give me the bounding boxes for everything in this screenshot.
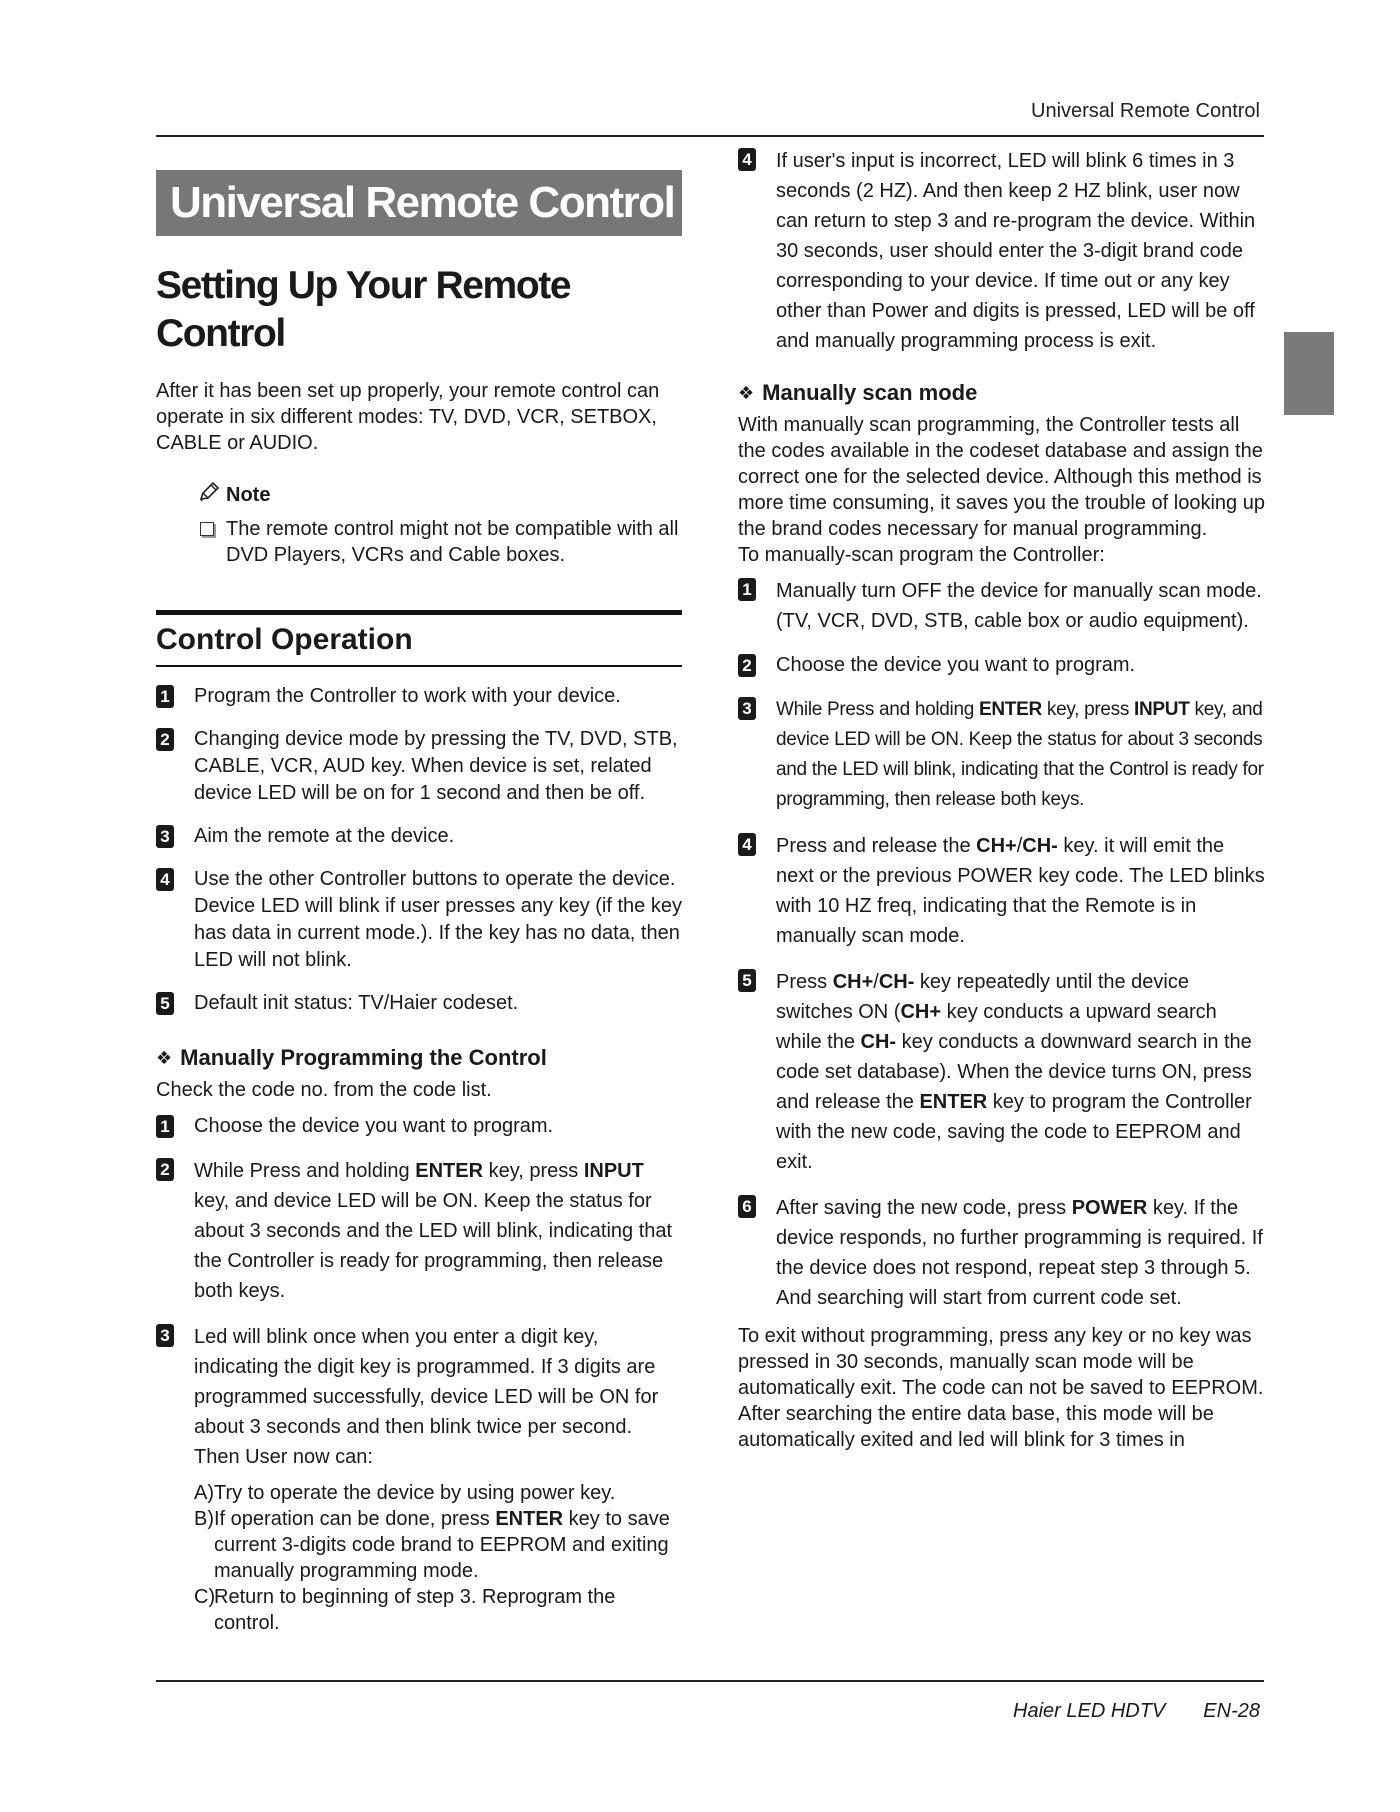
- left-column: [156, 160, 682, 1636]
- page-heading: Setting Up Your Remote Control: [156, 264, 571, 355]
- step-number-badge: 3: [156, 1324, 174, 1347]
- step-number-badge: 4: [738, 148, 756, 171]
- step-text: Use the other Controller buttons to operate the device. Device LED will blink if user presses any key (if the key has data in current mode.). If the key has no data, then LED will not blink.: [194, 868, 682, 971]
- step-text: Press CH+/CH- key repeatedly until the device switches ON (CH+ key conducts a upward search while the CH- key conducts a downward search in the code set database). When the device turns ON, press and release the ENTER key to program the Controller with the new code, saving the code to EEPROM and exit.: [776, 971, 1252, 1173]
- step-text: Choose the device you want to program.: [194, 1115, 554, 1137]
- manual-programming-intro: Check the code no. from the code list.: [156, 1079, 492, 1101]
- manual-scan-heading: [738, 380, 1266, 406]
- exit-paragraph-2: After searching the entire data base, this mode will be automatically exited and led will blink for 3 times in: [738, 1403, 1214, 1451]
- step-number-badge: 2: [738, 654, 756, 677]
- note-block: [198, 482, 682, 568]
- list-item: [156, 726, 682, 807]
- diamond-bullet-icon: ❖: [738, 382, 755, 403]
- running-header: Universal Remote Control: [1031, 100, 1260, 122]
- manual-programming-heading: [156, 1045, 682, 1071]
- step-text: If user's input is incorrect, LED will blink 6 times in 3 seconds (2 HZ). And then keep 2 HZ blink, user now can return to step 3 and re-program the device. Within 30 seconds, user should enter the 3-digit brand code corresponding to your device. If time out or any key other than Power and digits is pressed, LED will be off and manually programming process is exit.: [776, 150, 1256, 352]
- control-operation-list: [156, 683, 682, 1017]
- list-item: [156, 683, 682, 710]
- step-text: Manually turn OFF the device for manually scan mode. (TV, VCR, DVD, STB, cable box or audio equipment).: [776, 580, 1262, 632]
- section-title: Control Operation: [156, 623, 413, 656]
- option-item: B) If operation can be done, press ENTER key to save current 3-digits code brand to EEPROM and exiting manually programming mode.: [194, 1508, 670, 1582]
- step-number-badge: 3: [156, 825, 174, 848]
- list-item: [738, 146, 1266, 356]
- list-item: [156, 866, 682, 974]
- step-number-badge: 1: [156, 685, 174, 708]
- list-item: [156, 990, 682, 1017]
- note-item-text: The remote control might not be compatible with all DVD Players, VCRs and Cable boxes.: [226, 518, 679, 566]
- right-column: [738, 146, 1266, 1453]
- list-item: [738, 1193, 1266, 1313]
- pencil-icon: [198, 482, 220, 508]
- control-operation-section-header: [156, 610, 682, 667]
- step-number-badge: 1: [156, 1115, 174, 1138]
- manual-scan-intro-2: To manually-scan program the Controller:: [738, 544, 1105, 566]
- manual-programming-title: Manually Programming the Control: [180, 1045, 547, 1070]
- list-item: [156, 1322, 682, 1636]
- page-footer: [1013, 1700, 1260, 1723]
- step-text: Program the Controller to work with your device.: [194, 685, 621, 707]
- list-item: [156, 823, 682, 850]
- note-item: [198, 516, 682, 568]
- step-number-badge: 3: [738, 697, 756, 720]
- manual-scan-title: Manually scan mode: [762, 380, 978, 405]
- list-item: [156, 1156, 682, 1306]
- option-item: A) Try to operate the device by using power key.: [194, 1482, 616, 1504]
- manual-scan-intro: With manually scan programming, the Controller tests all the codes available in the codeset database and assign the correct one for the selected device. Although this method is more time consuming, it saves you the trouble of looking up the brand codes necessary for manual programming.: [738, 414, 1265, 540]
- step-text: After saving the new code, press POWER key. If the device responds, no further programming is required. If the device does not respond, repeat step 3 through 5. And searching will start from current code set.: [776, 1197, 1263, 1309]
- step-number-badge: 5: [738, 969, 756, 992]
- step-text: Aim the remote at the device.: [194, 825, 455, 847]
- step-number-badge: 5: [156, 992, 174, 1015]
- list-item: [738, 831, 1266, 951]
- note-label: Note: [226, 483, 271, 506]
- step-number-badge: 1: [738, 578, 756, 601]
- step-number-badge: 4: [738, 833, 756, 856]
- step-text: Press and release the CH+/CH- key. it will emit the next or the previous POWER key code. The LED blinks with 10 HZ freq, indicating that the Remote is in manually scan mode.: [776, 835, 1265, 947]
- section-side-tab: [1284, 332, 1334, 415]
- step-text: While Press and holding ENTER key, press INPUT key, and device LED will be ON. Keep the status for about 3 seconds and the LED will blink, indicating that the Control is ready for programming, then release both keys.: [776, 699, 1264, 810]
- step-text: Default init status: TV/Haier codeset.: [194, 992, 519, 1014]
- exit-paragraph: To exit without programming, press any key or no key was pressed in 30 seconds, manually scan mode will be automatically exit. The code can not be saved to EEPROM.: [738, 1325, 1264, 1399]
- step-text: Led will blink once when you enter a digit key, indicating the digit key is programmed. If 3 digits are programmed successfully, device LED will be ON for about 3 seconds and then blink twice per second. Then User now can:: [194, 1326, 659, 1468]
- list-item: [738, 652, 1266, 679]
- list-item: [738, 695, 1266, 815]
- step-text: While Press and holding ENTER key, press INPUT key, and device LED will be ON. Keep the status for about 3 seconds and the LED will blink, indicating that the Controller is ready for programming, then release both keys.: [194, 1160, 673, 1302]
- chapter-banner: Universal Remote Control: [156, 170, 682, 236]
- step-number-badge: 4: [156, 868, 174, 891]
- page-number: EN-28: [1203, 1700, 1260, 1722]
- diamond-bullet-icon: ❖: [156, 1047, 173, 1068]
- list-item: [738, 576, 1266, 636]
- step-text: Choose the device you want to program.: [776, 654, 1136, 676]
- step-number-badge: 6: [738, 1195, 756, 1218]
- list-item: [738, 967, 1266, 1177]
- note-heading: [198, 482, 682, 508]
- intro-paragraph: After it has been set up properly, your remote control can operate in six different modes: TV, DVD, VCR, SETBOX, CABLE or AUDIO.: [156, 380, 660, 454]
- header-rule: [156, 135, 1264, 137]
- step-number-badge: 2: [156, 728, 174, 751]
- step-text: Changing device mode by pressing the TV, DVD, STB, CABLE, VCR, AUD key. When device is set, related device LED will be on for 1 second and then be off.: [194, 728, 678, 804]
- list-item: [156, 1113, 682, 1140]
- footer-product: Haier LED HDTV: [1013, 1700, 1166, 1722]
- option-item: C) Return to beginning of step 3. Reprogram the control.: [194, 1586, 616, 1634]
- checkbox-bullet-icon: [200, 522, 214, 536]
- option-list: [194, 1480, 682, 1636]
- footer-rule: [156, 1680, 1264, 1682]
- step-number-badge: 2: [156, 1158, 174, 1181]
